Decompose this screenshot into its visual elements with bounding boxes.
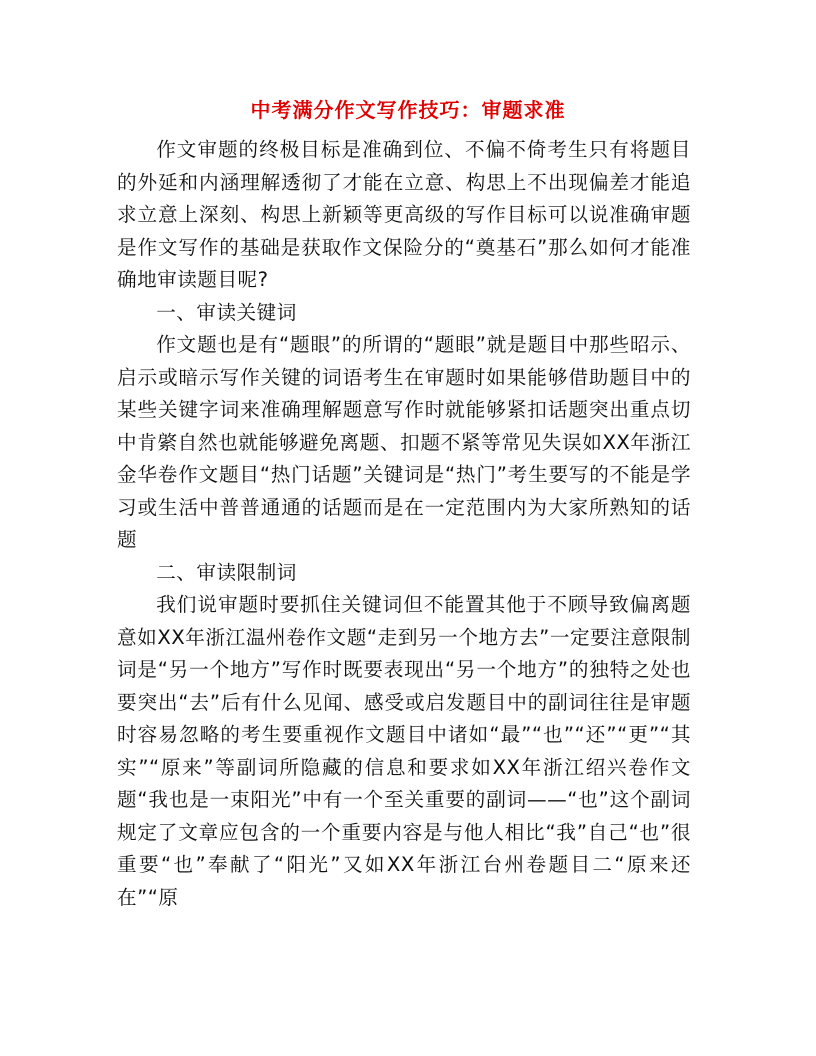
section-heading-keywords: 一、审读关键词 [156, 300, 297, 324]
section-keywords-paragraph: 作文题也是有“题眼”的所谓的“题眼”就是题目中那些昭示、启示或暗示写作关键的词语考生在审题时如果能够借助题目中的某些关键字词来准确理解题意写作时就能够紧扣话题突出重点切中肯綮自然也就能够避免离题、扣题不紧等常见失误如XX年浙江金华卷作文题目“热门话题”关键词是“热门”考生要写的不能是学习或生活中普普通通的话题而是在一定范围内为大家所熟知的话题 [117, 333, 691, 551]
section-heading-restrictive-words: 二、审读限制词 [156, 560, 297, 584]
document-title: 中考满分作文写作技巧：审题求准 [250, 98, 566, 122]
document-body [117, 134, 691, 914]
section-restrictive-words-paragraph: 我们说审题时要抓住关键词但不能置其他于不顾导致偏离题意如XX年浙江温州卷作文题“走到另一个地方去”一定要注意限制词是“另一个地方”写作时既要表现出“另一个地方”的独特之处也要突出“去”后有什么见闻、感受或启发题目中的副词往往是审题时容易忽略的考生要重视作文题目中诸如“最”“也”“还”“更”“其实”“原来”等副词所隐藏的信息和要求如XX年浙江绍兴卷作文题“我也是一束阳光”中有一个至关重要的副词——“也”这个副词规定了文章应包含的一个重要内容是与他人相比“我”自己“也”很重要“也”奉献了“阳光”又如XX年浙江台州卷题目二“原来还在”“原 [117, 593, 691, 909]
intro-paragraph: 作文审题的终极目标是准确到位、不偏不倚考生只有将题目的外延和内涵理解透彻了才能在立意、构思上不出现偏差才能追求立意上深刻、构思上新颖等更高级的写作目标可以说准确审题是作文写作的基础是获取作文保险分的“奠基石”那么如何才能准确地审读题目呢? [117, 138, 691, 291]
